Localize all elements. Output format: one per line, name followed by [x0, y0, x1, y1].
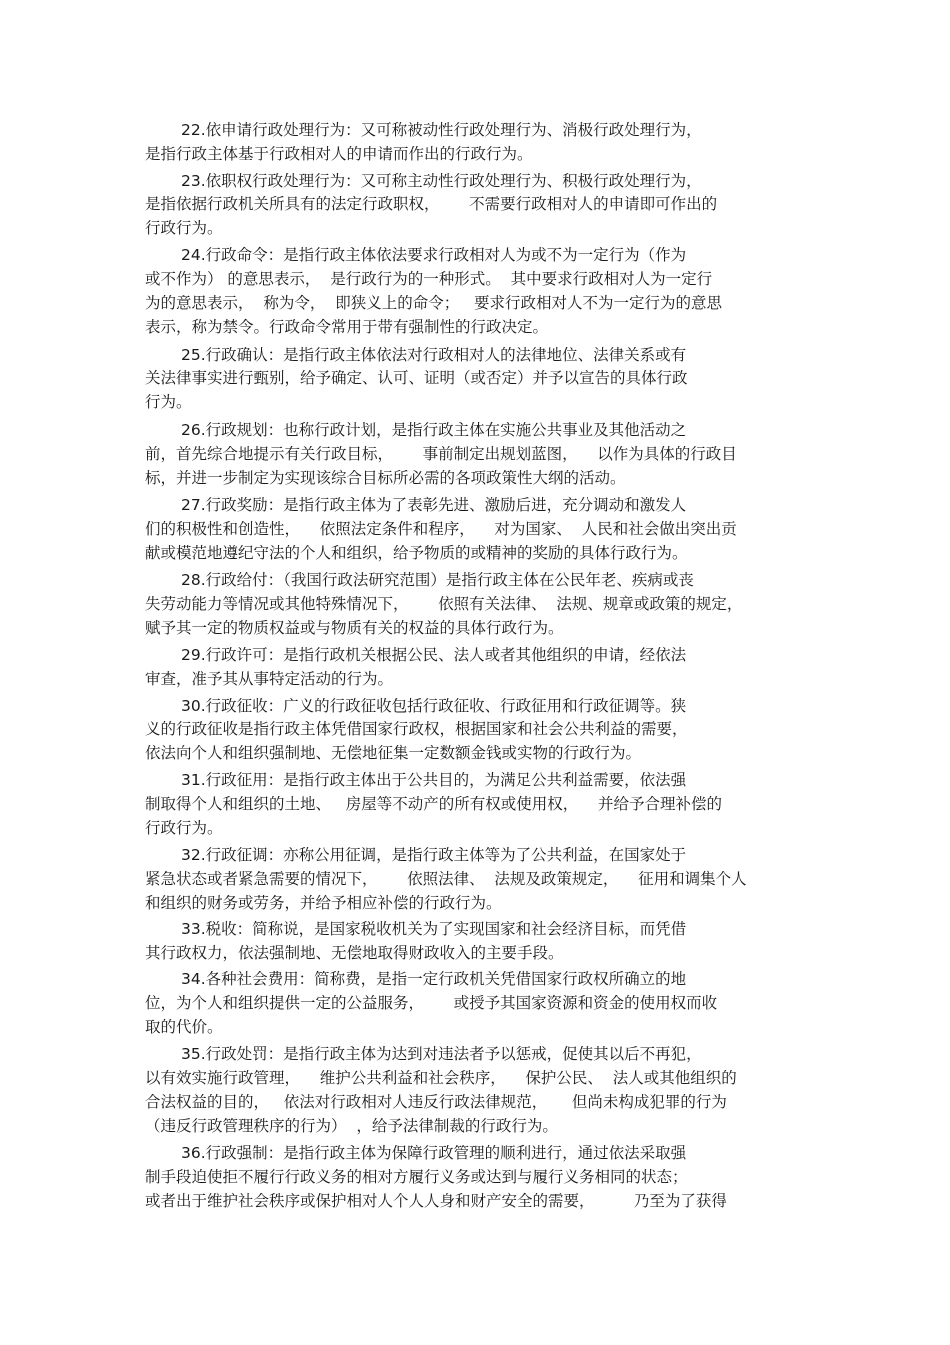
paragraph-line: 标，并进一步制定为实现该综合目标所必需的各项政策性大纲的活动。 — [145, 469, 626, 487]
paragraph-line: 们的积极性和创造性， 依照法定条件和程序， 对为国家、 人民和社会做出突出贡 — [145, 520, 737, 538]
paragraph-line: 行政行为。 — [145, 819, 223, 837]
paragraph-line: 以有效实施行政管理， 维护公共利益和社会秩序， 保护公民、 法人或其他组织的 — [145, 1069, 737, 1087]
paragraph-line: 审查，准予其从事特定活动的行为。 — [145, 670, 394, 688]
paragraph-line: 行为。 — [145, 393, 192, 411]
paragraph-line: 33.税收：简称说，是国家税收机关为了实现国家和社会经济目标，而凭借 — [181, 920, 687, 938]
paragraph-line: 位，为个人和组织提供一定的公益服务， 或授予其国家资源和资金的使用权而收 — [145, 994, 718, 1012]
paragraph-line: 献或模范地遵纪守法的个人和组织，给予物质的或精神的奖励的具体行政行为。 — [145, 544, 688, 562]
paragraph-line: 32.行政征调：亦称公用征调，是指行政主体等为了公共利益，在国家处于 — [181, 846, 687, 864]
paragraph-line: 是指行政主体基于行政相对人的申请而作出的行政行为。 — [145, 145, 533, 163]
paragraph-line: 34.各种社会费用：简称费，是指一定行政机关凭借国家行政权所确立的地 — [181, 970, 687, 988]
paragraph-line: 36.行政强制：是指行政主体为保障行政管理的顺利进行，通过依法采取强 — [181, 1144, 687, 1162]
paragraph-line: 为的意思表示， 称为令， 即狭义上的命令； 要求行政相对人不为一定行为的意思 — [145, 294, 722, 312]
paragraph-line: 35.行政处罚：是指行政主体为达到对违法者予以惩戒，促使其以后不再犯， — [181, 1045, 702, 1063]
paragraph-line: 27.行政奖励：是指行政主体为了表彰先进、激励后进，充分调动和激发人 — [181, 496, 687, 514]
paragraph-line: 关法律事实进行甄别，给予确定、认可、证明（或否定）并予以宣告的具体行政 — [145, 369, 688, 387]
paragraph-line: 制手段迫使拒不履行行政义务的相对方履行义务或达到与履行义务相同的状态； — [145, 1168, 688, 1186]
paragraph-line: 紧急状态或者紧急需要的情况下， 依照法律、 法规及政策规定， 征用和调集个人 — [145, 870, 747, 888]
paragraph-line: 和组织的财务或劳务，并给予相应补偿的行政行为。 — [145, 894, 502, 912]
paragraph-line: 前，首先综合地提示有关行政目标， 事前制定出规划蓝图， 以作为具体的行政目 — [145, 445, 737, 463]
paragraph-line: 23.依职权行政处理行为：又可称主动性行政处理行为、积极行政处理行为， — [181, 172, 702, 190]
paragraph-line: 30.行政征收：广义的行政征收包括行政征收、行政征用和行政征调等。狭 — [181, 697, 687, 715]
paragraph-line: 24.行政命令：是指行政主体依法要求行政相对人为或不为一定行为（作为 — [181, 246, 687, 264]
paragraph-line: 28.行政给付：（我国行政法研究范围）是指行政主体在公民年老、疾病或丧 — [181, 571, 694, 589]
paragraph-line: （违反行政管理秩序的行为） ，给予法律制裁的行政行为。 — [145, 1117, 558, 1135]
paragraph-line: 或者出于维护社会秩序或保护相对人个人人身和财产安全的需要， 乃至为了获得 — [145, 1192, 727, 1210]
paragraph-line: 22.依申请行政处理行为：又可称被动性行政处理行为、消极行政处理行为， — [181, 121, 702, 139]
paragraph-line: 失劳动能力等情况或其他特殊情况下， 依照有关法律、 法规、规章或政策的规定， — [145, 595, 743, 613]
paragraph-line: 义的行政征收是指行政主体凭借国家行政权，根据国家和社会公共利益的需要， — [145, 720, 688, 738]
paragraph-line: 赋予其一定的物质权益或与物质有关的权益的具体行政行为。 — [145, 619, 564, 637]
paragraph-line: 取的代价。 — [145, 1018, 223, 1036]
paragraph-line: 29.行政许可：是指行政机关根据公民、法人或者其他组织的申请，经依法 — [181, 646, 687, 664]
paragraph-line: 或不作为） 的意思表示， 是行政行为的一种形式。 其中要求行政相对人为一定行 — [145, 270, 713, 288]
paragraph-line: 制取得个人和组织的土地、 房屋等不动产的所有权或使用权， 并给予合理补偿的 — [145, 795, 722, 813]
paragraph-line: 行政行为。 — [145, 219, 223, 237]
paragraph-line: 是指依据行政机关所具有的法定行政职权， 不需要行政相对人的申请即可作出的 — [145, 195, 718, 213]
paragraph-line: 其行政权力，依法强制地、无偿地取得财政收入的主要手段。 — [145, 944, 564, 962]
paragraph-line: 26.行政规划：也称行政计划，是指行政主体在实施公共事业及其他活动之 — [181, 421, 687, 439]
paragraph-line: 表示，称为禁令。行政命令常用于带有强制性的行政决定。 — [145, 318, 549, 336]
paragraph-line: 25.行政确认：是指行政主体依法对行政相对人的法律地位、法律关系或有 — [181, 346, 687, 364]
paragraph-line: 依法向个人和组织强制地、无偿地征集一定数额金钱或实物的行政行为。 — [145, 744, 642, 762]
paragraph-line: 合法权益的目的， 依法对行政相对人违反行政法律规范， 但尚未构成犯罪的行为 — [145, 1093, 727, 1111]
paragraph-line: 31.行政征用：是指行政主体出于公共目的，为满足公共利益需要，依法强 — [181, 771, 687, 789]
